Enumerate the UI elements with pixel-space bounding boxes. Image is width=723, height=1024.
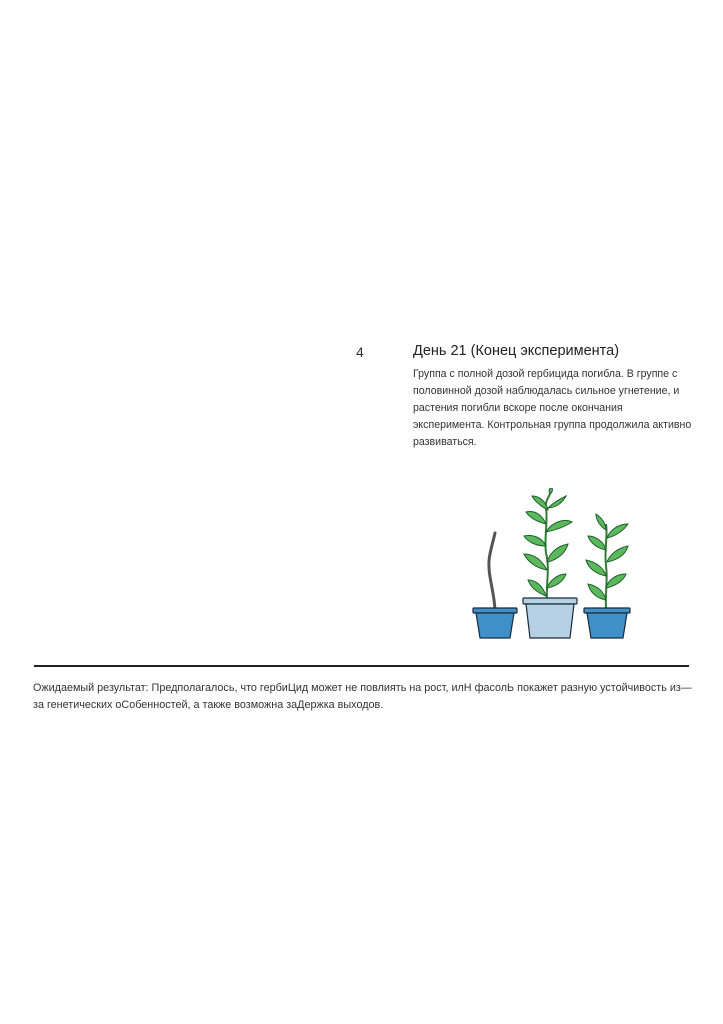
healthy-plant <box>586 514 628 608</box>
step-title: День 21 (Конец эксперимента) <box>413 343 620 359</box>
expected-result-text: Ожидаемый результат: Предполагалось, что гербиЦид может не повлиять на рост, илН фасолЬ покажет разную устойчивость из—за генетических оСобенностей, а также возможна заДержка выходов. <box>33 682 692 711</box>
section-divider <box>34 665 689 667</box>
three-potted-plants-icon <box>468 488 636 644</box>
dead-plant <box>489 533 495 610</box>
middle-pot <box>523 598 577 638</box>
right-pot <box>584 608 630 638</box>
step-number: 4 <box>356 344 364 360</box>
tall-plant <box>524 488 572 600</box>
left-pot <box>473 608 517 638</box>
step-description: Группа с полной дозой гербицида погибла. В группе с половинной дозой наблюдалась сильное угнетение, и растения погибли вскоре после окончания эксперимента. Контрольная группа продолжила активно развиваться. <box>413 368 692 448</box>
